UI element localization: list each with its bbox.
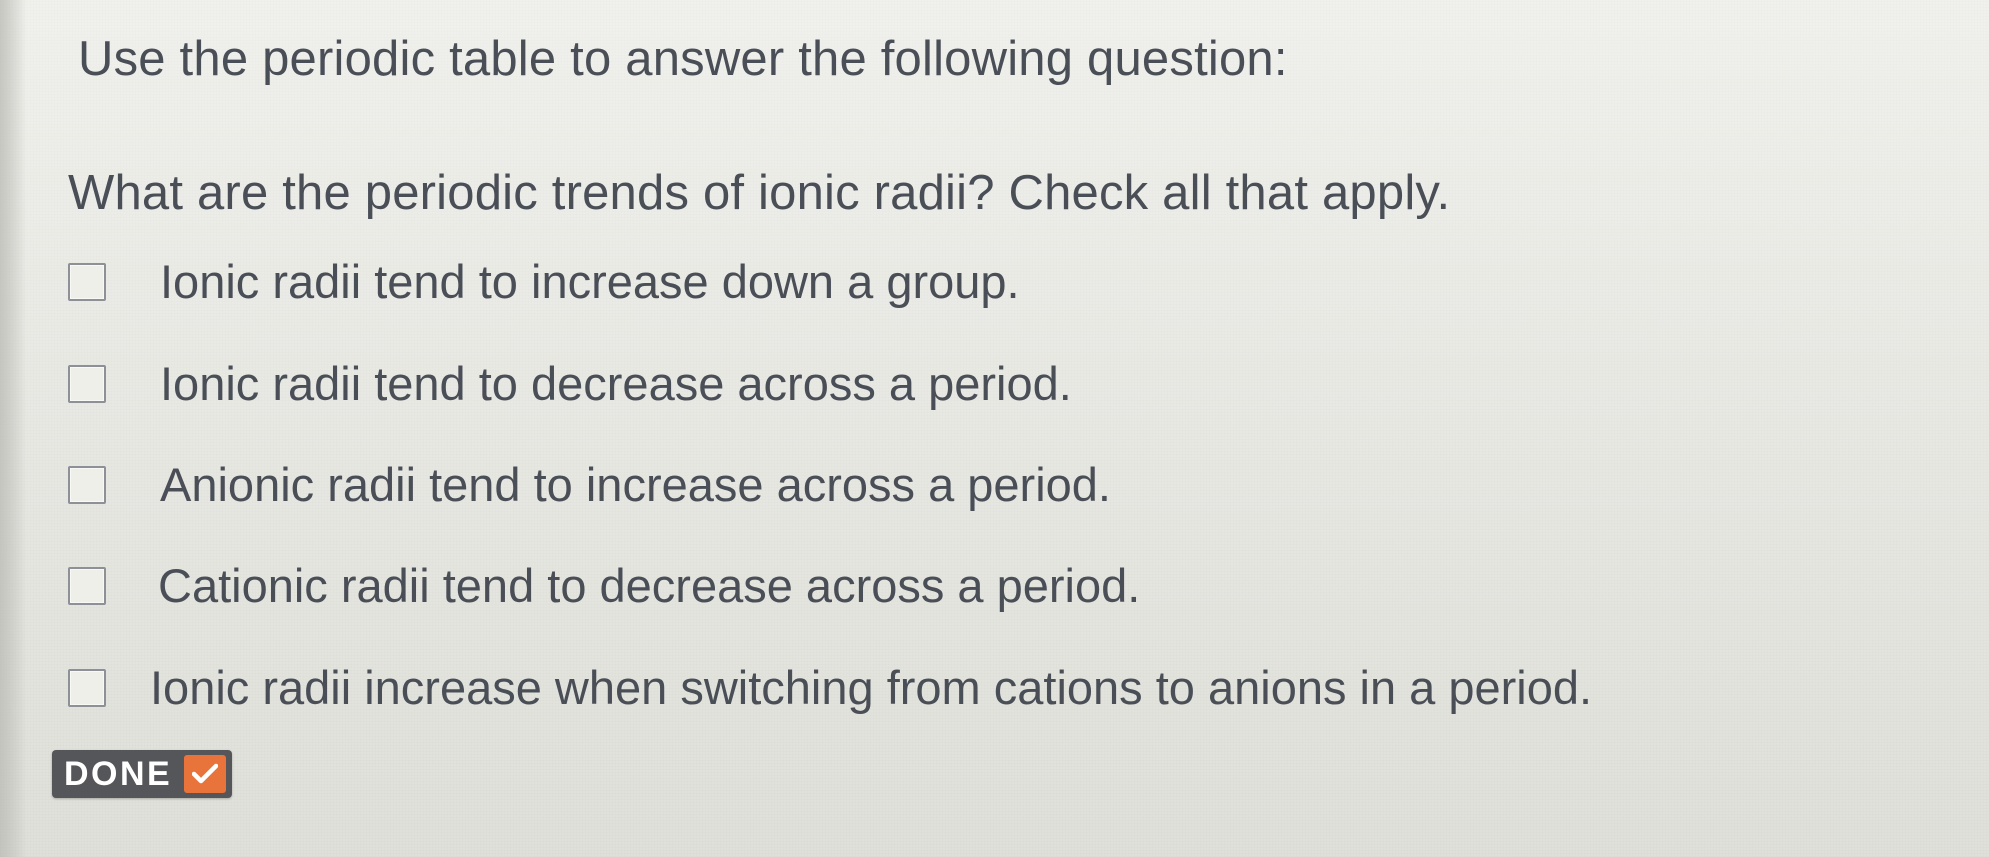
option-label: Ionic radii increase when switching from cations to anions in a period. xyxy=(150,661,1593,714)
checkbox-icon[interactable] xyxy=(68,567,106,605)
option-label: Anionic radii tend to increase across a period. xyxy=(160,458,1111,511)
done-button-label: DONE xyxy=(64,755,173,793)
checkbox-icon[interactable] xyxy=(68,669,106,707)
option-row[interactable] xyxy=(68,457,1111,513)
checkbox-icon[interactable] xyxy=(68,263,106,301)
check-icon xyxy=(184,755,226,793)
option-label: Ionic radii tend to decrease across a period. xyxy=(160,357,1072,410)
option-label: Ionic radii tend to increase down a group. xyxy=(160,255,1020,308)
done-button[interactable] xyxy=(52,750,232,798)
option-row[interactable] xyxy=(68,558,1140,614)
option-label: Cationic radii tend to decrease across a period. xyxy=(158,559,1141,612)
option-row[interactable] xyxy=(68,254,1020,310)
question-instruction: Use the periodic table to answer the following question: xyxy=(78,32,1288,86)
option-row[interactable] xyxy=(68,660,1592,716)
checkbox-icon[interactable] xyxy=(68,466,106,504)
question-prompt: What are the periodic trends of ionic radii? Check all that apply. xyxy=(68,166,1451,220)
option-row[interactable] xyxy=(68,356,1072,412)
checkbox-icon[interactable] xyxy=(68,365,106,403)
